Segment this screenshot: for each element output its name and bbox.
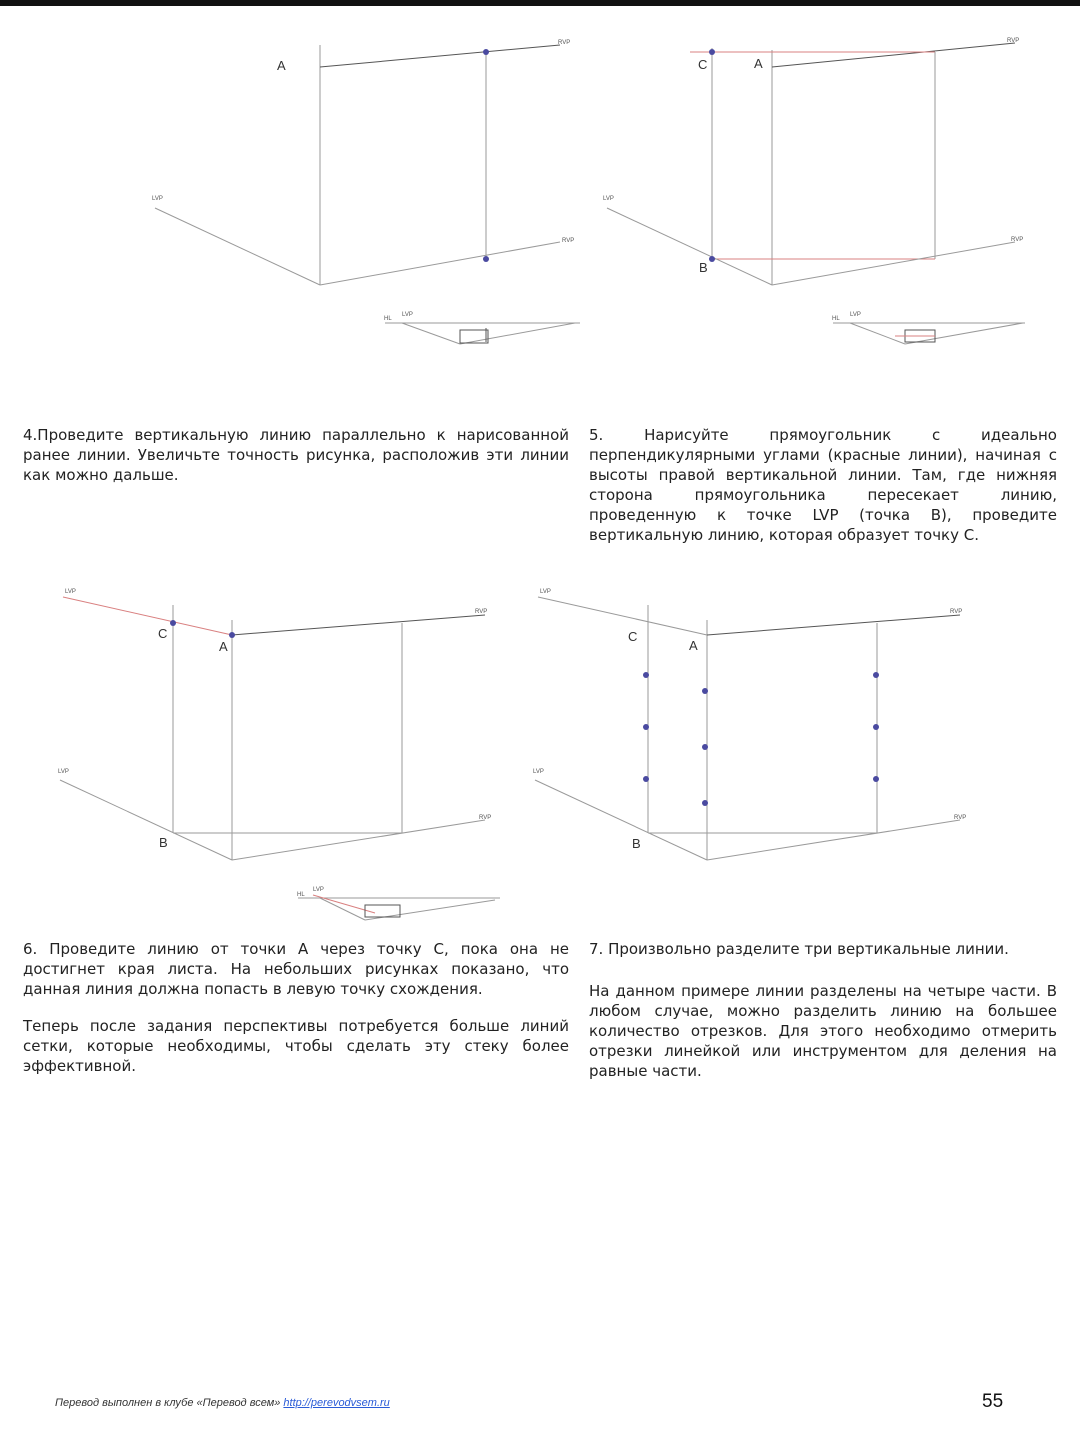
point-c-label: C [628, 629, 638, 644]
point-b-label: B [159, 835, 168, 850]
point-a-label: A [219, 639, 228, 654]
svg-text:RVP: RVP [1011, 237, 1024, 243]
point-a-label: A [689, 638, 698, 653]
svg-text:LVP: LVP [58, 769, 69, 775]
svg-text:RVP: RVP [558, 40, 571, 46]
figure-step6 [55, 585, 515, 930]
svg-text:LVP: LVP [152, 196, 163, 202]
svg-text:LVP: LVP [402, 312, 413, 318]
footer-text: Перевод выполнен в клубе «Перевод всем» [55, 1397, 284, 1409]
svg-text:LVP: LVP [850, 312, 861, 318]
svg-text:RVP: RVP [954, 815, 967, 821]
step5-text: 5. Нарисуйте прямоугольник с идеально перпендикулярными углами (красные линии), начиная с высоты правой вертикальной линии. Там, где нижняя сторона прямоугольника пересекает линию, проведенную к точке LVP (точка B), проведите вертикальную линию, которая образует точку C. [589, 426, 1057, 544]
svg-text:RVP: RVP [1007, 38, 1020, 44]
point-c-label: C [158, 626, 168, 641]
step6-note: Теперь после задания перспективы потребуется больше линий сетки, которые необходимы, чтобы сделать эту стеку более эффективной. [23, 1017, 569, 1075]
svg-text:LVP: LVP [540, 589, 551, 595]
footer-link[interactable]: http://perevodvsem.ru [283, 1397, 390, 1409]
figure-step7 [530, 585, 980, 875]
step7-note: На данном примере линии разделены на четыре части. В любом случае, можно разделить линию на большее количество отрезков. Для этого необходимо отмерить отрезки линейкой или инструментом для деления на равные части. [589, 982, 1057, 1080]
figure-step5 [595, 30, 1055, 360]
svg-text:RVP: RVP [562, 238, 575, 244]
step6-text: 6. Проведите линию от точки А через точку С, пока она не достигнет края листа. На небольших рисунках показано, что данная линия должна попасть в левую точку схождения. [23, 940, 569, 998]
svg-text:LVP: LVP [313, 887, 324, 893]
point-b-label: B [699, 260, 708, 275]
svg-text:RVP: RVP [475, 609, 488, 615]
svg-text:HL: HL [384, 316, 392, 322]
svg-text:RVP: RVP [479, 815, 492, 821]
step4-text: 4.Проведите вертикальную линию параллельно к нарисованной ранее линии. Увеличьте точность рисунка, расположив эти линии как можно дальше. [23, 426, 569, 484]
point-a-label: A [754, 56, 763, 71]
svg-text:LVP: LVP [603, 196, 614, 202]
svg-text:HL: HL [297, 892, 305, 898]
svg-text:HL: HL [832, 316, 840, 322]
point-c-label: C [698, 57, 708, 72]
page-number: 55 [982, 1391, 1004, 1412]
figure-step4 [140, 30, 600, 360]
point-b-label: B [632, 836, 641, 851]
svg-text:RVP: RVP [950, 609, 963, 615]
footer-credit [55, 1397, 390, 1409]
top-rule [0, 0, 1080, 6]
step7-text: 7. Произвольно разделите три вертикальные линии. [589, 940, 1009, 958]
point-a-label: A [277, 58, 286, 73]
svg-text:LVP: LVP [533, 769, 544, 775]
svg-text:LVP: LVP [65, 589, 76, 595]
